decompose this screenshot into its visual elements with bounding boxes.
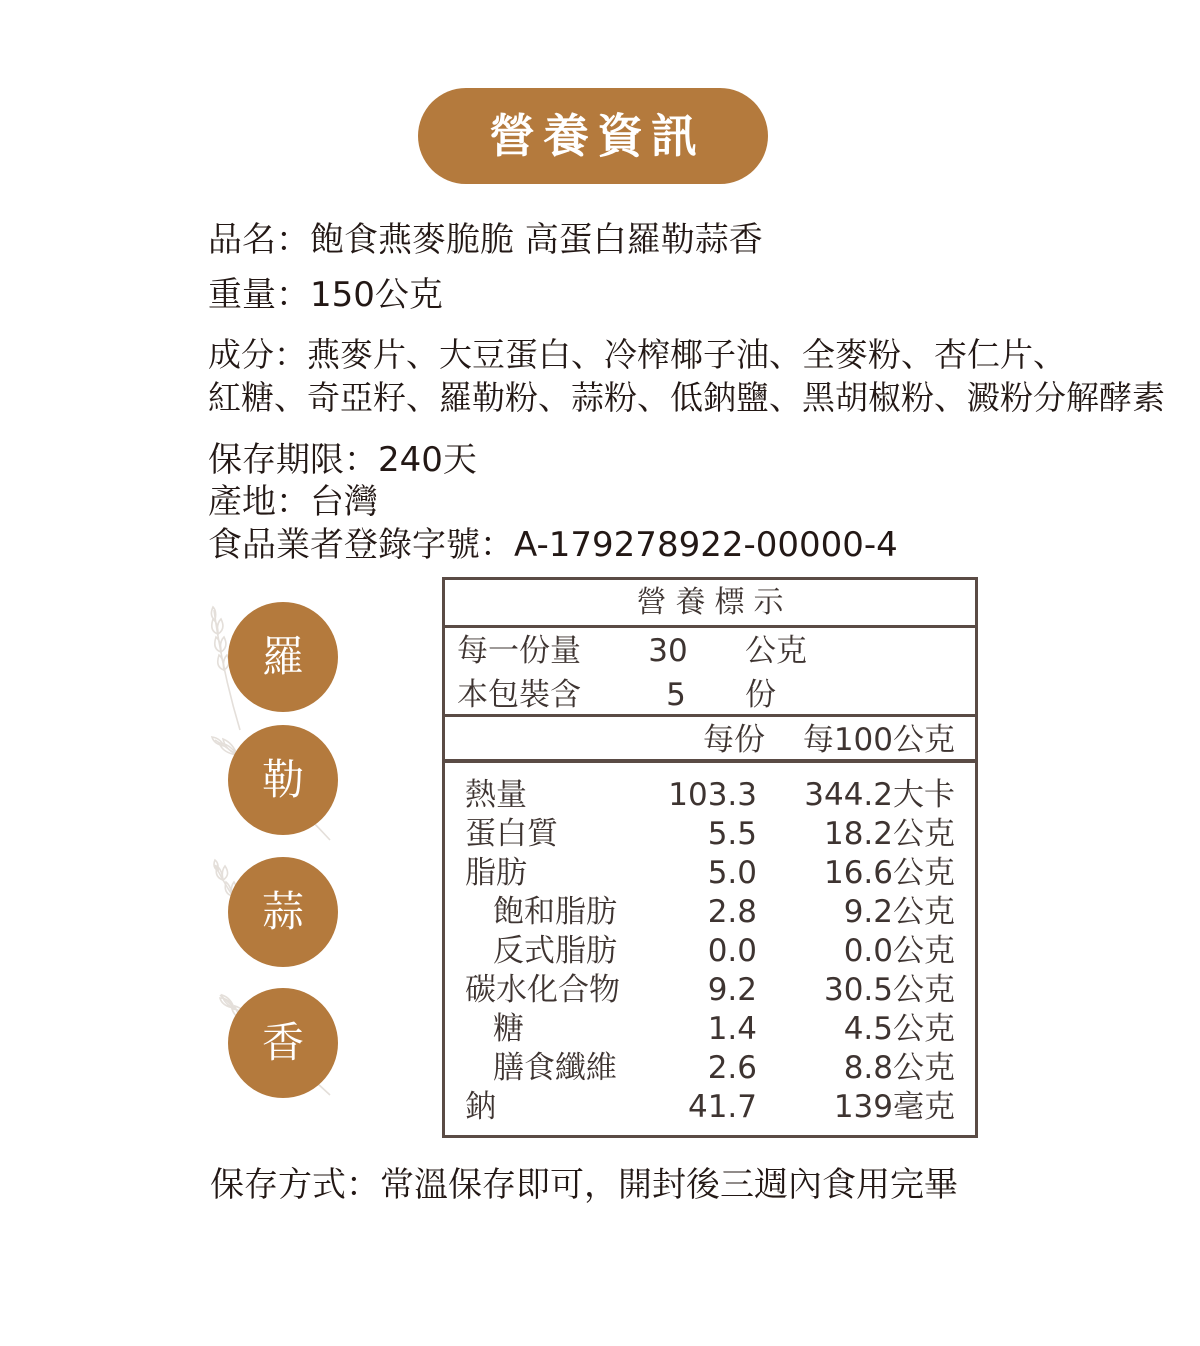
ingredients-line-2 xyxy=(208,377,1165,419)
nutrient-per-100g: 344.2大卡 xyxy=(804,777,955,813)
weight-value: 150公克 xyxy=(310,275,443,315)
table-divider-thick xyxy=(445,759,975,763)
origin-line xyxy=(208,481,378,523)
nutrient-per-serving: 103.3 xyxy=(668,777,757,813)
servings-per-package-value: 5 xyxy=(666,677,686,713)
nutrient-name: 膳食纖維 xyxy=(493,1050,617,1086)
registration-label: 食品業者登錄字號： xyxy=(208,525,514,565)
nutrient-per-serving: 5.0 xyxy=(707,855,757,891)
nutrient-per-100g: 139毫克 xyxy=(833,1089,955,1125)
nutrient-subrow xyxy=(445,892,975,932)
serving-size-unit: 公克 xyxy=(745,633,807,669)
origin-value: 台灣 xyxy=(310,482,378,522)
registration-line xyxy=(208,524,898,566)
nutrient-per-serving: 9.2 xyxy=(707,972,757,1008)
nutrient-subrow xyxy=(445,1009,975,1049)
nutrient-subrow xyxy=(445,931,975,971)
nutrient-name: 熱量 xyxy=(465,777,527,813)
serving-size-label: 每一份量 xyxy=(457,633,581,669)
ingredients-value-2: 紅糖、奇亞籽、羅勒粉、蒜粉、低鈉鹽、黑胡椒粉、澱粉分解酵素 xyxy=(208,378,1165,417)
shelf-life-label: 保存期限： xyxy=(208,440,378,480)
flavor-badge-garlic: 蒜 xyxy=(228,857,338,967)
nutrient-per-100g: 18.2公克 xyxy=(823,816,955,852)
storage-value: 常溫保存即可，開封後三週內食用完畢 xyxy=(380,1165,958,1205)
table-divider xyxy=(445,625,975,628)
product-name-line xyxy=(208,219,763,261)
flavor-badge-fragrant: 香 xyxy=(228,988,338,1098)
servings-per-package-label: 本包裝含 xyxy=(457,677,581,713)
nutrient-per-serving: 2.8 xyxy=(707,894,757,930)
nutrient-name: 飽和脂肪 xyxy=(493,894,617,930)
origin-label: 產地： xyxy=(208,482,310,522)
nutrient-per-100g: 8.8公克 xyxy=(843,1050,955,1086)
serving-size-value: 30 xyxy=(648,633,688,669)
nutrient-name: 脂肪 xyxy=(465,855,527,891)
product-name-label: 品名： xyxy=(208,220,310,260)
registration-value: A-179278922-00000-4 xyxy=(514,525,898,565)
storage-label: 保存方式： xyxy=(210,1165,380,1205)
nutrient-row xyxy=(445,1087,975,1127)
flavor-badge-basil-1: 羅 xyxy=(228,602,338,712)
nutrient-per-serving: 41.7 xyxy=(687,1089,757,1125)
nutrient-per-serving: 1.4 xyxy=(707,1011,757,1047)
nutrient-row xyxy=(445,814,975,854)
ingredients-value-1: 燕麥片、大豆蛋白、冷榨椰子油、全麥粉、杏仁片、 xyxy=(307,335,1066,374)
nutrition-table-title: 營養標示 xyxy=(636,585,793,620)
shelf-life-value: 240天 xyxy=(378,440,477,480)
nutrient-per-100g: 30.5公克 xyxy=(823,972,955,1008)
nutrient-per-100g: 9.2公克 xyxy=(843,894,955,930)
servings-per-package-unit: 份 xyxy=(745,677,776,713)
column-header-per-100g: 每100公克 xyxy=(802,722,955,758)
nutrient-row xyxy=(445,775,975,815)
page-title: 營養資訊 xyxy=(418,88,768,184)
nutrient-per-100g: 0.0公克 xyxy=(843,933,955,969)
wheat-grains xyxy=(211,607,229,670)
storage-line xyxy=(210,1164,958,1206)
nutrient-row xyxy=(445,853,975,893)
product-name-value: 飽食燕麥脆脆 高蛋白羅勒蒜香 xyxy=(310,220,763,260)
nutrient-row xyxy=(445,970,975,1010)
nutrient-name: 鈉 xyxy=(465,1089,496,1125)
nutrient-name: 碳水化合物 xyxy=(465,972,620,1008)
weight-line xyxy=(208,274,443,316)
nutrient-per-100g: 16.6公克 xyxy=(823,855,955,891)
nutrient-per-serving: 5.5 xyxy=(707,816,757,852)
nutrient-name: 蛋白質 xyxy=(465,816,558,852)
nutrient-per-100g: 4.5公克 xyxy=(843,1011,955,1047)
shelf-life-line xyxy=(208,439,477,481)
table-divider xyxy=(445,714,975,717)
nutrition-table xyxy=(442,577,978,1138)
ingredients-label: 成分： xyxy=(208,335,307,374)
ingredients-line-1 xyxy=(208,334,1066,376)
nutrient-per-serving: 2.6 xyxy=(707,1050,757,1086)
nutrient-name: 反式脂肪 xyxy=(493,933,617,969)
column-header-per-serving: 每份 xyxy=(703,722,765,758)
nutrient-per-serving: 0.0 xyxy=(707,933,757,969)
weight-label: 重量： xyxy=(208,275,310,315)
nutrient-name: 糖 xyxy=(493,1011,524,1047)
flavor-badge-basil-2: 勒 xyxy=(228,725,338,835)
nutrient-subrow xyxy=(445,1048,975,1088)
